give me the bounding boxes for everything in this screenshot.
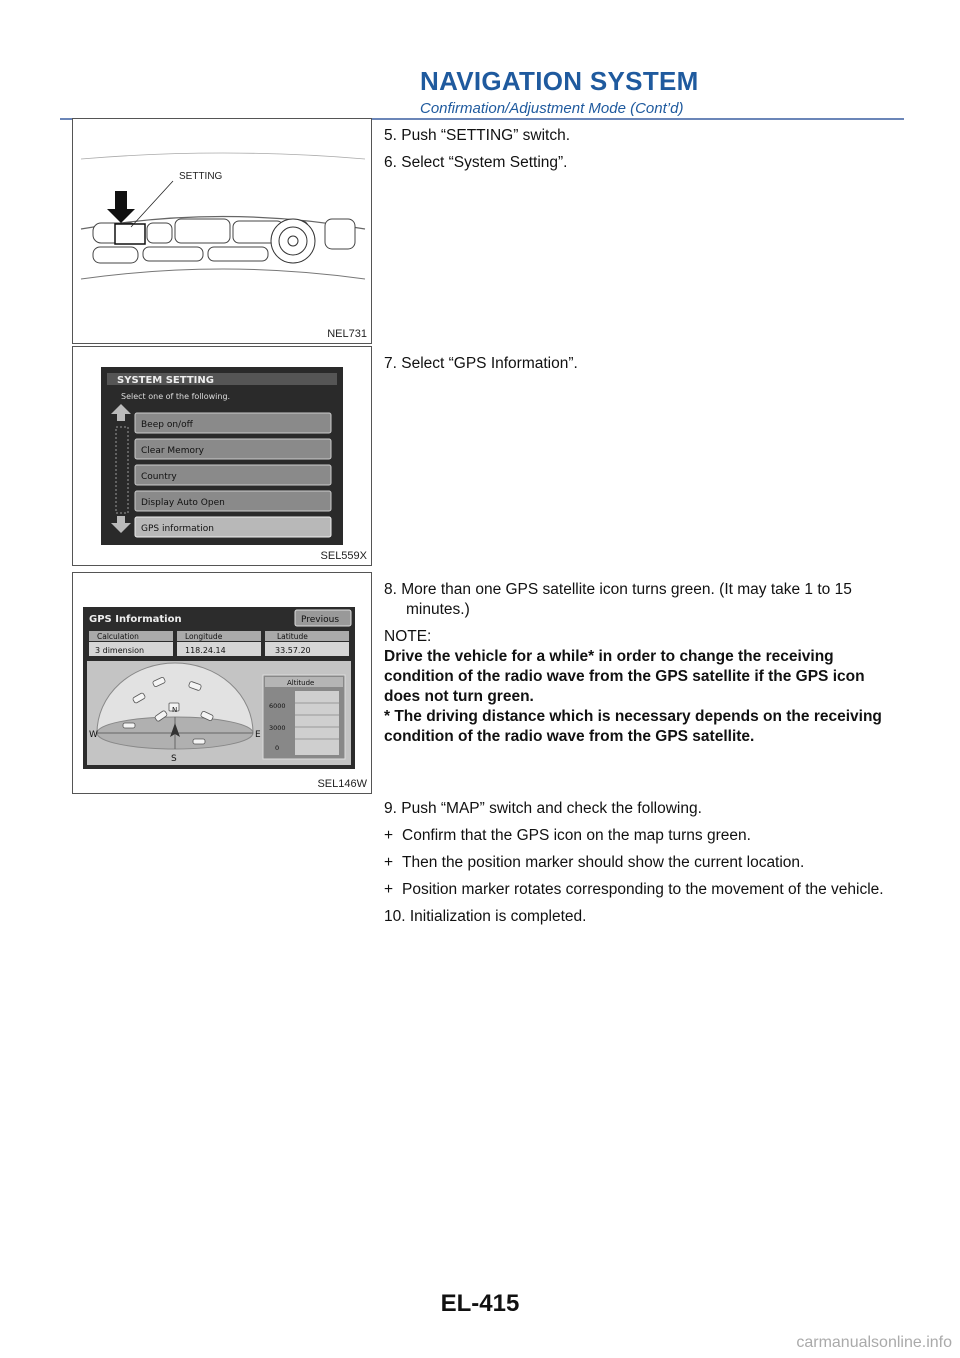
svg-text:118.24.14: 118.24.14 [185, 646, 226, 655]
svg-text:Latitude: Latitude [277, 632, 308, 641]
figure-system-setting [72, 346, 372, 566]
svg-text:Previous: Previous [301, 615, 340, 625]
gps-screen-title: GPS Information [89, 614, 182, 625]
svg-text:0: 0 [275, 744, 280, 752]
step-6: 6. Select “System Setting”. [384, 154, 568, 171]
step-5: 5. Push “SETTING” switch. [384, 127, 571, 144]
svg-text:Display Auto Open: Display Auto Open [141, 498, 225, 508]
steps-block-1 [384, 126, 896, 180]
menu-item-clear-memory [135, 439, 331, 459]
steps-block-3 [384, 580, 896, 754]
bullet-item: + Position marker rotates corresponding to the movement of the vehicle. [384, 881, 884, 898]
calculation-field [89, 631, 173, 656]
down-arrow-icon [107, 191, 135, 223]
bullet-item: + Confirm that the GPS icon on the map turns green. [384, 827, 751, 844]
compass-east: E [255, 730, 261, 740]
svg-text:Calculation: Calculation [97, 632, 139, 641]
note-label: NOTE: [384, 628, 432, 645]
page-number: EL-415 [440, 1290, 520, 1317]
svg-text:6000: 6000 [269, 702, 286, 710]
compass-south: S [171, 754, 177, 764]
menu-item-beep [135, 413, 331, 433]
svg-text:3 dimension: 3 dimension [95, 646, 145, 655]
previous-button [295, 610, 351, 626]
system-setting-screen [73, 347, 373, 567]
page-title: NAVIGATION SYSTEM [420, 66, 699, 96]
svg-text:33.57.20: 33.57.20 [275, 646, 311, 655]
system-setting-title: SYSTEM SETTING [117, 375, 214, 386]
watermark: carmanualsonline.info [796, 1334, 952, 1351]
svg-text:Clear Memory: Clear Memory [141, 446, 204, 456]
menu-item-display-auto-open [135, 491, 331, 511]
steps-block-2 [384, 354, 896, 381]
step-9: 9. Push “MAP” switch and check the following. [384, 800, 702, 817]
system-setting-prompt: Select one of the following. [121, 392, 231, 401]
figure-gps-information [72, 572, 372, 794]
note-body: Drive the vehicle for a while* in order to change the receiving condition of the radio wave from the GPS satellite if the GPS icon does not turn green. [384, 648, 865, 705]
bullet-item: + Then the position marker should show the current location. [384, 854, 805, 871]
figure-id: NEL731 [327, 328, 367, 340]
compass-west: W [89, 730, 98, 740]
menu-item-gps-information [135, 517, 331, 537]
altitude-panel [263, 675, 345, 759]
latitude-field [265, 631, 349, 656]
note-footnote: * The driving distance which is necessary depends on the receiving condition of the radio wave from the GPS satellite. [384, 708, 882, 745]
gps-information-screen [73, 573, 373, 795]
bullet-mark: + [384, 827, 394, 844]
menu-item-country [135, 465, 331, 485]
svg-text:Altitude: Altitude [287, 679, 315, 687]
setting-callout-label: SETTING [179, 171, 223, 182]
page-subtitle: Confirmation/Adjustment Mode (Cont’d) [420, 100, 684, 117]
setting-switch-illustration [73, 119, 373, 345]
longitude-field [177, 631, 261, 656]
bullet-mark: + [384, 881, 394, 898]
bullet-mark: + [384, 854, 394, 871]
svg-text:Longitude: Longitude [185, 632, 223, 641]
steps-block-4 [384, 799, 896, 934]
svg-text:Beep on/off: Beep on/off [141, 420, 193, 430]
step-8: 8. More than one GPS satellite icon turns green. (It may take 1 to 15 minutes.) [384, 581, 852, 618]
figure-id: SEL146W [317, 778, 367, 790]
step-7: 7. Select “GPS Information”. [384, 355, 578, 372]
compass-north: N [172, 706, 178, 714]
svg-text:Country: Country [141, 472, 177, 482]
figure-setting-switch [72, 118, 372, 344]
setting-switch-button [115, 224, 145, 244]
svg-text:3000: 3000 [269, 724, 286, 732]
svg-text:GPS information: GPS information [141, 524, 214, 534]
figure-id: SEL559X [320, 550, 367, 562]
step-10: 10. Initialization is completed. [384, 908, 587, 925]
